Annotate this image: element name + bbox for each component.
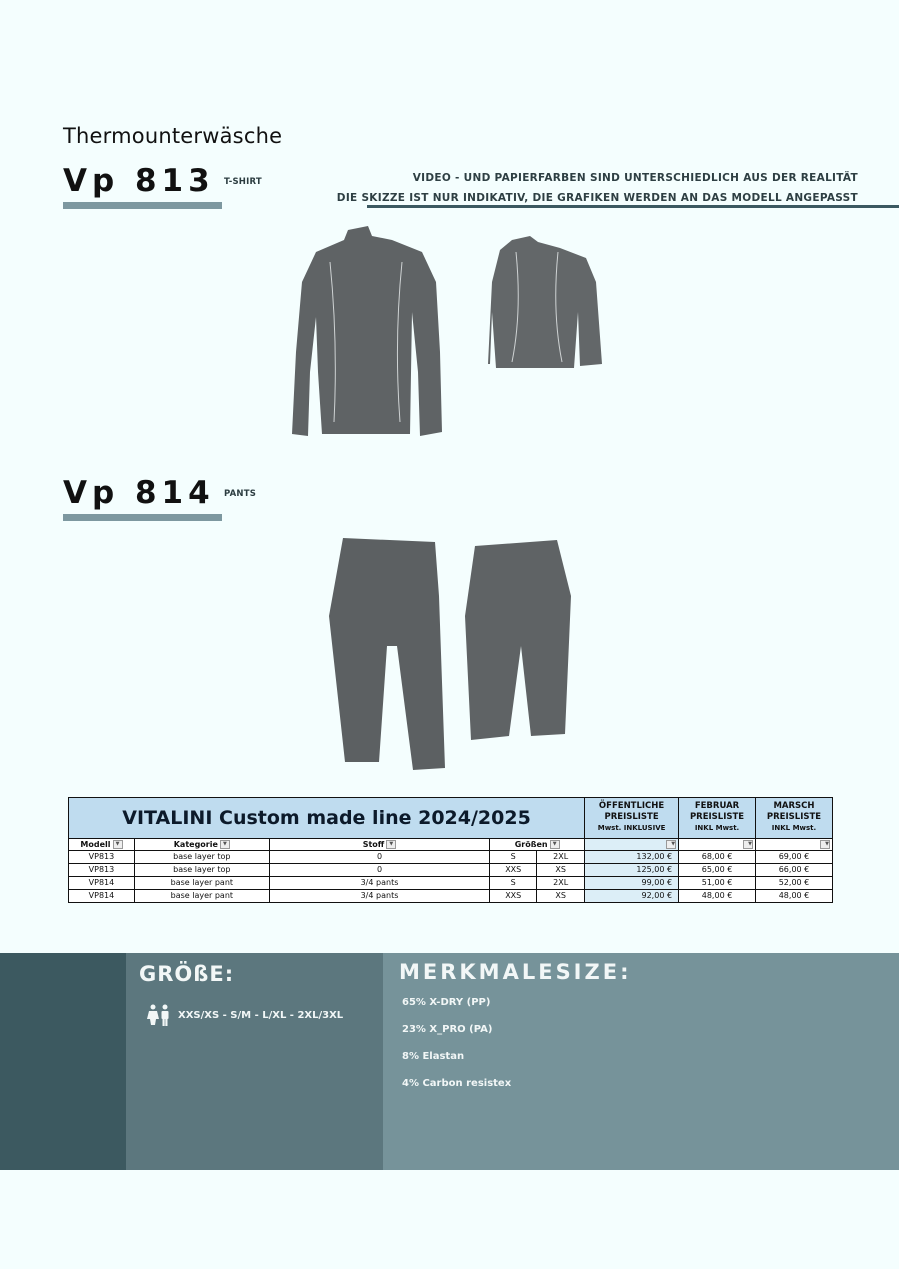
disclaimer-line-1: VIDEO - UND PAPIERFARBEN SIND UNTERSCHIEDLICH AUS DER REALITÄT: [412, 172, 858, 184]
table-row: VP813 base layer top 0 XXS XS 125,00 € 65,00 € 66,00 €: [69, 863, 833, 876]
model-tag-pants: PANTS: [224, 489, 257, 499]
dropdown-icon[interactable]: ▼: [820, 840, 830, 849]
table-row: VP813 base layer top 0 S 2XL 132,00 € 68,00 € 69,00 €: [69, 850, 833, 863]
feature-item: 23% X_PRO (PA): [402, 1024, 493, 1035]
tshirt-image: [290, 222, 610, 442]
feature-item: 4% Carbon resistex: [402, 1078, 512, 1089]
model-underline: [63, 202, 222, 209]
col-public-price[interactable]: [585, 838, 679, 850]
dropdown-icon[interactable]: ▼: [386, 840, 396, 849]
dropdown-icon[interactable]: ▼: [550, 840, 560, 849]
col-february-price[interactable]: [679, 838, 756, 850]
dropdown-icon[interactable]: ▼: [743, 840, 753, 849]
page-heading: Thermounterwäsche: [63, 124, 283, 148]
february-price-header: FEBRUAR PREISLISTE INKL Mwst.: [679, 797, 756, 838]
march-price-header: MARSCH PREISLISTE INKL Mwst.: [756, 797, 833, 838]
dropdown-icon[interactable]: ▼: [666, 840, 676, 849]
pants-image: [325, 536, 575, 776]
column-header-row: [69, 838, 833, 850]
dropdown-icon[interactable]: ▼: [220, 840, 230, 849]
table-row: VP814 base layer pant 3/4 pants S 2XL 99,00 € 51,00 € 52,00 €: [69, 876, 833, 889]
model-code-vp813: Vp 813: [63, 163, 215, 199]
model-tag-tshirt: T-SHIRT: [224, 177, 262, 187]
filter-icon[interactable]: ▼: [113, 840, 123, 849]
col-groessen[interactable]: Größen ▼: [490, 838, 585, 850]
feature-item: 65% X-DRY (PP): [402, 997, 491, 1008]
table-title: VITALINI Custom made line 2024/2025: [69, 797, 585, 838]
disclaimer-line-2: DIE SKIZZE IST NUR INDIKATIV, DIE GRAFIKEN WERDEN AN DAS MODELL ANGEPASST: [336, 192, 858, 204]
features-title: MERKMALESIZE:: [399, 960, 632, 984]
public-price-header: ÖFFENTLICHE PREISLISTE Mwst. INKLUSIVE: [585, 797, 679, 838]
model-code-vp814: Vp 814: [63, 475, 215, 511]
col-kategorie[interactable]: Kategorie ▼: [134, 838, 269, 850]
sizes-text: XXS/XS - S/M - L/XL - 2XL/3XL: [178, 1010, 344, 1021]
color-disclaimer: [337, 168, 858, 208]
price-table: [68, 797, 833, 903]
col-march-price[interactable]: [756, 838, 833, 850]
feature-item: 8% Elastan: [402, 1051, 465, 1062]
footer-panel-left: [0, 953, 126, 1170]
sizes-title: GRÖßE:: [139, 962, 235, 986]
disclaimer-underline: [367, 205, 899, 208]
col-stoff[interactable]: Stoff ▼: [269, 838, 490, 850]
table-row: VP814 base layer pant 3/4 pants XXS XS 92,00 € 48,00 € 48,00 €: [69, 889, 833, 902]
model-underline: [63, 514, 222, 521]
col-modell[interactable]: Modell ▼: [69, 838, 135, 850]
people-icon: [147, 1004, 173, 1026]
